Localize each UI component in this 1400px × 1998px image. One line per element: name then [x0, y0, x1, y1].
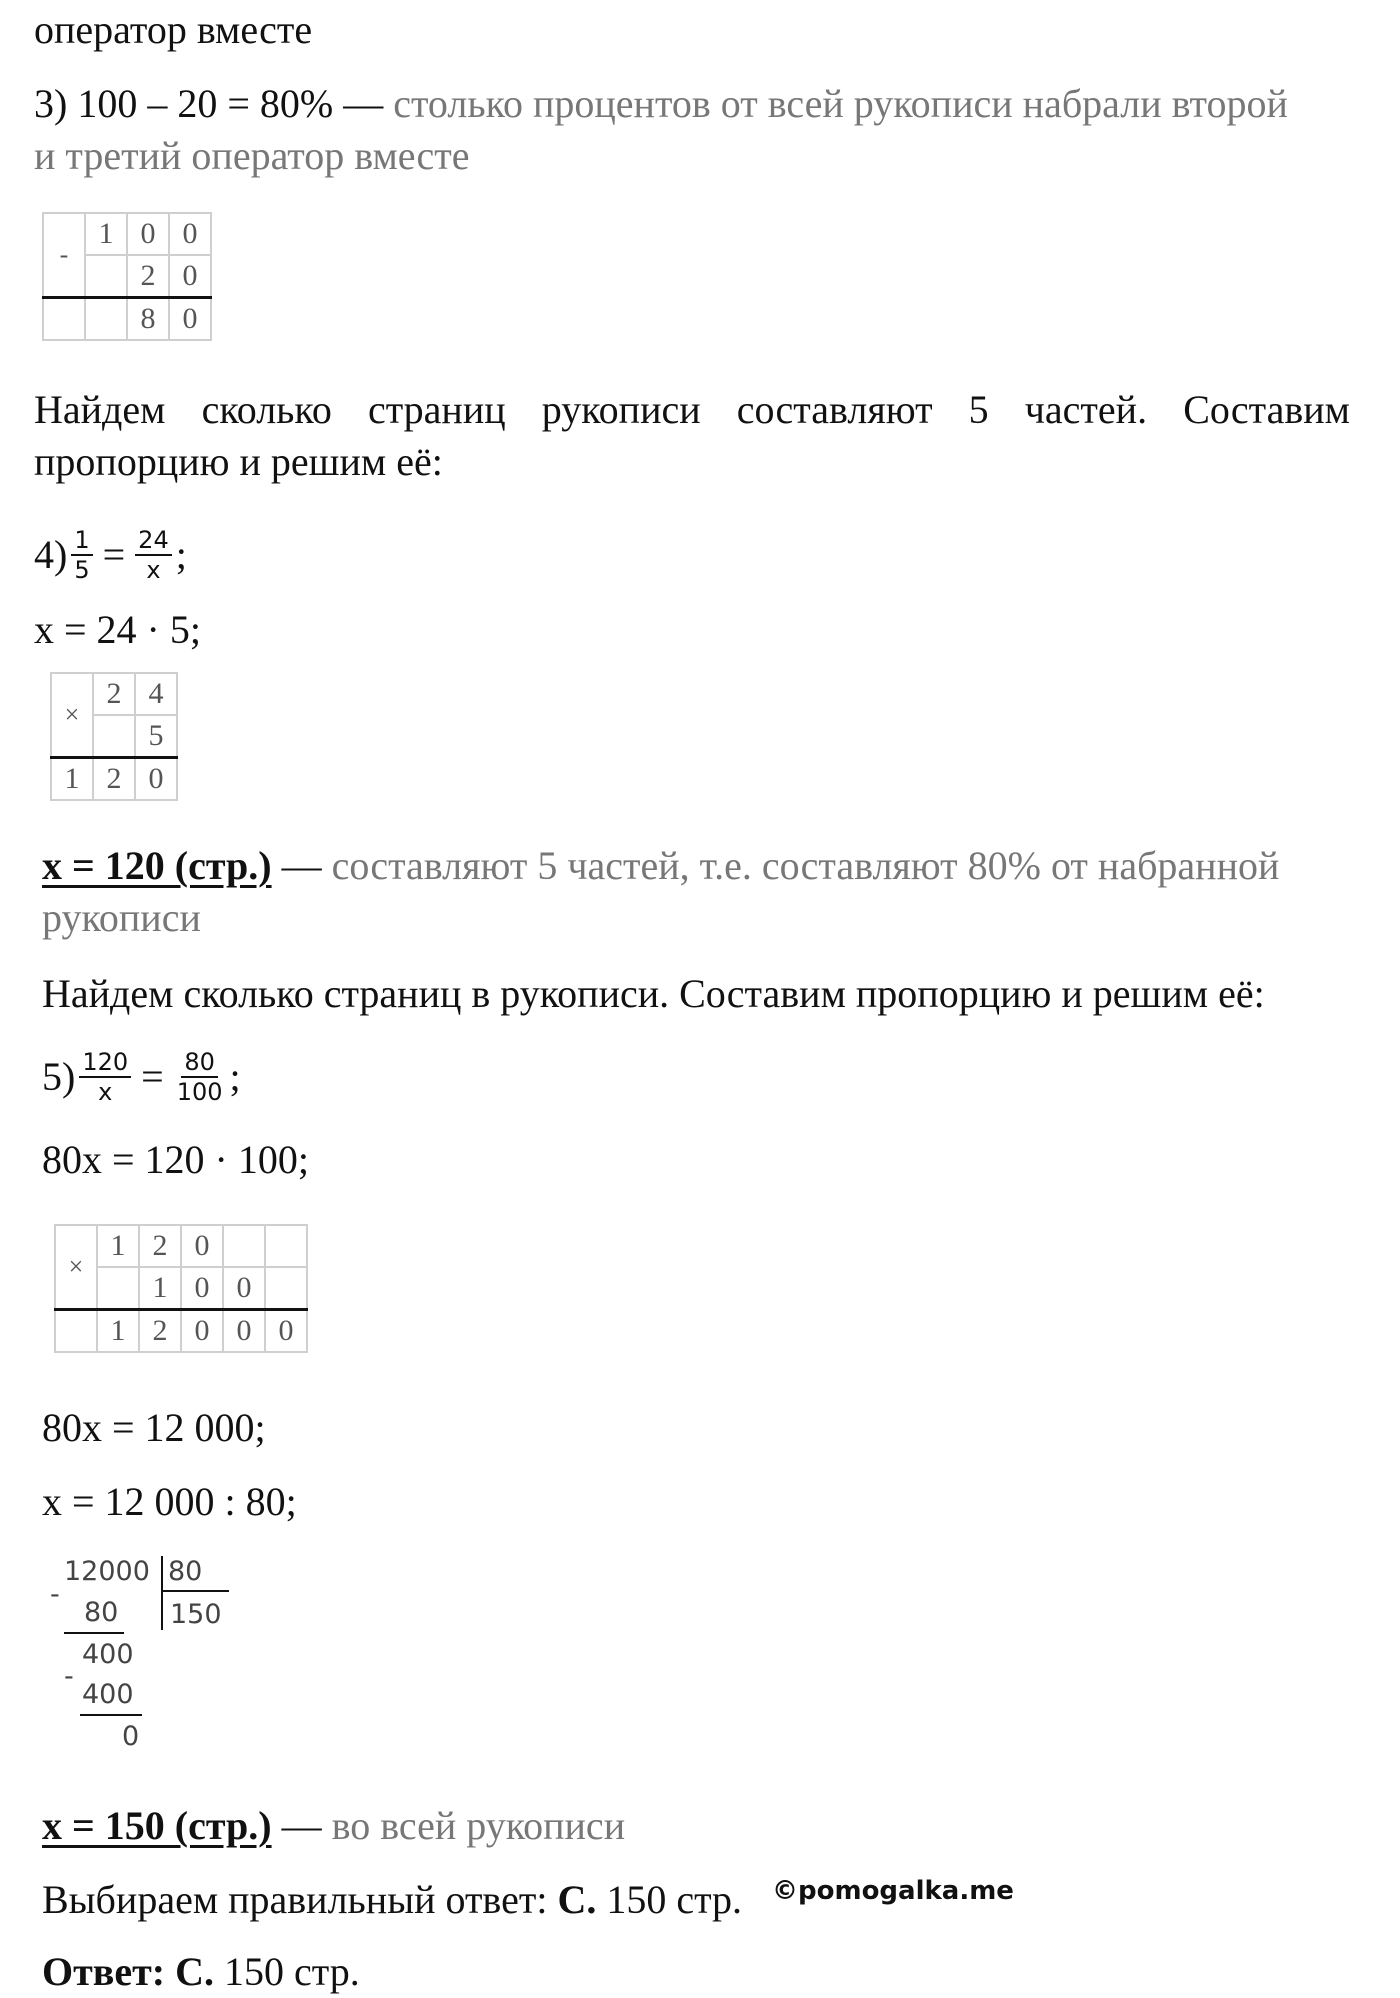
division-minus-1: - [50, 1579, 60, 1610]
grid-cell: 1 [139, 1267, 181, 1310]
grid-cell [97, 1267, 139, 1310]
grid-cell [93, 715, 135, 758]
choose-option: C. [557, 1877, 597, 1922]
dash: — [271, 843, 322, 888]
answer-rest: 150 стр. [213, 1949, 360, 1994]
numerator: 80 [181, 1048, 218, 1078]
step3-description-cont: и третий оператор вместе [34, 133, 470, 178]
equation-x-12000-div-80: x = 12 000 : 80; [42, 1479, 297, 1524]
division-quotient: 150 [170, 1599, 222, 1630]
result-x-150 [42, 1800, 625, 1852]
grid-cell: 0 [223, 1310, 265, 1353]
grid-cell: 5 [135, 715, 177, 758]
division-subtrahend-2: 400 [82, 1679, 134, 1710]
equation-80x-12000: 80x = 12 000; [42, 1405, 266, 1450]
result-description: во всей рукописи [331, 1803, 626, 1848]
grid-cell: 0 [127, 213, 169, 255]
grid-cell: 0 [169, 213, 211, 255]
division-minus-2: - [64, 1661, 74, 1692]
multiplication-grid-24x5 [50, 672, 178, 801]
grid-cell: 0 [169, 298, 211, 341]
paragraph-pages-in-manuscript: Найдем сколько страниц в рукописи. Составим пропорцию и решим её: [42, 971, 1265, 1016]
numerator: 24 [135, 526, 172, 556]
text-line-operator: оператор вместе [34, 7, 313, 52]
division-divisor-line [161, 1590, 229, 1592]
word: Составим [1183, 387, 1350, 432]
grid-cell: 0 [181, 1267, 223, 1310]
result-value: x = 120 (стр.) [42, 843, 272, 888]
grid-cell: 0 [135, 758, 177, 801]
multiplication-grid-120x100 [54, 1224, 308, 1353]
fraction-24-over-x [135, 526, 172, 584]
grid-cell: 2 [93, 758, 135, 801]
grid-cell: 4 [135, 673, 177, 715]
grid-cell [85, 255, 127, 298]
division-remainder-1: 400 [82, 1639, 134, 1670]
division-divisor: 80 [168, 1556, 203, 1587]
denominator: 100 [176, 1078, 223, 1106]
grid-cell: 0 [169, 255, 211, 298]
grid-cell: 2 [139, 1310, 181, 1353]
grid-cell [265, 1225, 307, 1267]
grid-cell: 1 [85, 213, 127, 255]
grid-cell [43, 298, 85, 341]
step3-line [34, 78, 1288, 130]
step4-proportion [34, 518, 187, 592]
step3-expression: 3) 100 – 20 = 80% — [34, 81, 384, 126]
fraction-120-over-x [79, 1048, 131, 1106]
equation-x-24-times-5: x = 24 · 5; [34, 607, 201, 652]
dash: — [271, 1803, 322, 1848]
choose-rest: 150 стр. [596, 1877, 743, 1922]
subtraction-grid [42, 212, 212, 341]
division-remainder-2: 0 [122, 1721, 140, 1752]
step3-description: столько процентов от всей рукописи набрали второй [393, 81, 1288, 126]
result-value: x = 150 (стр.) [42, 1803, 272, 1848]
numerator: 120 [79, 1048, 131, 1078]
division-line-1 [64, 1632, 124, 1634]
grid-cell: 1 [97, 1225, 139, 1267]
equals-sign: = [102, 532, 126, 577]
grid-cell: 0 [223, 1267, 265, 1310]
step5-prefix: 5) [42, 1054, 76, 1099]
times-sign: × [55, 1225, 97, 1310]
step5-proportion [42, 1040, 241, 1114]
times-sign: × [51, 673, 93, 758]
choose-answer-line [42, 1874, 742, 1926]
denominator: x [98, 1078, 113, 1106]
division-subtrahend-1: 80 [84, 1597, 119, 1628]
step4-prefix: 4) [34, 532, 68, 577]
word: составляют [736, 387, 933, 432]
equation-80x-120-times-100: 80x = 120 · 100; [42, 1137, 309, 1182]
paragraph-proportion-intro-cont: пропорцию и решим её: [34, 439, 443, 484]
fraction-one-fifth [71, 526, 92, 584]
denominator: x [146, 556, 161, 584]
grid-cell: 0 [181, 1225, 223, 1267]
word: рукописи [541, 387, 701, 432]
result-description: составляют 5 частей, т.е. составляют 80% от набранной [331, 843, 1280, 888]
result-description-cont: рукописи [42, 895, 201, 940]
paragraph-proportion-intro [34, 384, 1350, 436]
division-vertical-bar [161, 1556, 163, 1630]
grid-cell: 8 [127, 298, 169, 341]
grid-cell: 1 [97, 1310, 139, 1353]
result-x-120 [42, 840, 1279, 892]
grid-cell [55, 1310, 97, 1353]
fraction-80-over-100 [174, 1048, 226, 1106]
division-dividend: 12000 [64, 1556, 150, 1587]
grid-cell [85, 298, 127, 341]
final-answer-line [42, 1946, 360, 1998]
denominator: 5 [74, 556, 90, 584]
word: страниц [367, 387, 506, 432]
grid-cell [265, 1267, 307, 1310]
grid-cell [223, 1225, 265, 1267]
grid-cell: 2 [127, 255, 169, 298]
grid-cell: 2 [93, 673, 135, 715]
grid-cell: 2 [139, 1225, 181, 1267]
equals-sign: = [141, 1054, 164, 1099]
grid-cell: 0 [265, 1310, 307, 1353]
answer-label: Ответ: C. [42, 1949, 214, 1994]
minus-sign: - [43, 213, 85, 298]
semicolon: ; [229, 1054, 241, 1099]
word: сколько [201, 387, 332, 432]
grid-cell: 0 [181, 1310, 223, 1353]
watermark-pomogalka: ©pomogalka.me [772, 1876, 1014, 1906]
division-line-2 [80, 1714, 142, 1716]
word: частей. [1024, 387, 1148, 432]
word: 5 [968, 387, 989, 432]
grid-cell: 1 [51, 758, 93, 801]
word: Найдем [34, 387, 166, 432]
choose-text: Выбираем правильный ответ: [42, 1877, 558, 1922]
semicolon: ; [175, 532, 187, 577]
numerator: 1 [71, 526, 92, 556]
